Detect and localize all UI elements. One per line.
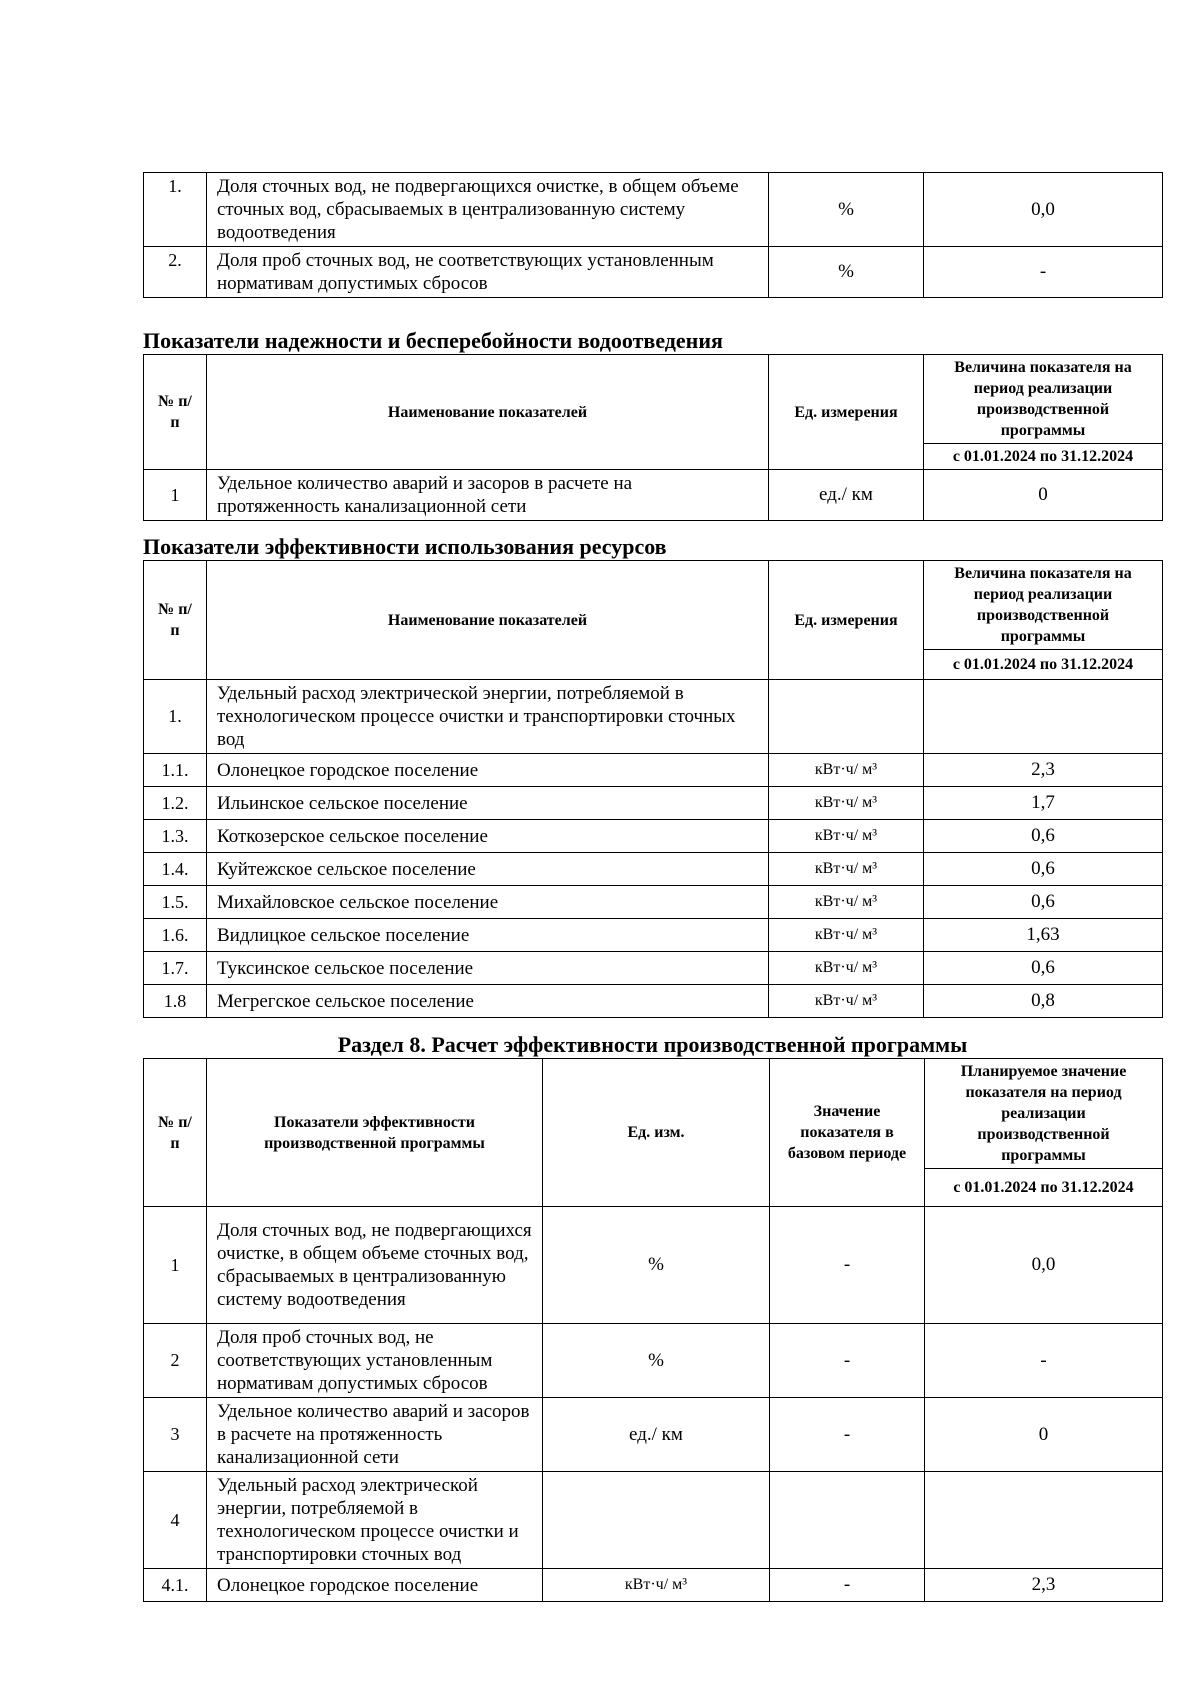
header-name: Наименование показателей (207, 355, 769, 470)
indicator-unit: кВт·ч/ м³ (769, 754, 924, 787)
indicator-value: 0 (925, 1398, 1163, 1472)
row-number: 1.5. (144, 886, 207, 919)
header-name: Наименование показателей (207, 561, 769, 680)
indicator-unit: % (769, 173, 924, 247)
row-number: 1. (144, 173, 207, 247)
table-row (144, 1398, 1163, 1472)
table-row (144, 886, 1163, 919)
indicator-unit: % (543, 1207, 770, 1324)
table-row (144, 1207, 1163, 1324)
indicator-name: Доля проб сточных вод, не соответствующих установленным нормативам допустимых сбросов (207, 247, 769, 298)
indicator-value: 0,0 (924, 173, 1163, 247)
indicator-name: Доля сточных вод, не подвергающихся очистке, в общем объеме сточных вод, сбрасываемых в централизованную систему водоотведения (207, 173, 769, 247)
table-row (144, 1569, 1163, 1602)
row-number: 1 (144, 470, 207, 521)
header-period: с 01.01.2024 по 31.12.2024 (924, 650, 1163, 680)
header-unit: Ед. изм. (543, 1059, 770, 1207)
indicator-value: - (925, 1324, 1163, 1398)
header-value: Величина показателя на период реализации производственной программы (924, 355, 1163, 444)
indicator-name: Удельный расход электрической энергии, потребляемой в технологическом процессе очистки и транспортировки сточных вод (207, 680, 769, 754)
row-number: 2. (144, 247, 207, 298)
indicator-unit: ед./ км (769, 470, 924, 521)
indicator-unit: % (769, 247, 924, 298)
indicator-value: 0,0 (925, 1207, 1163, 1324)
indicator-name: Удельное количество аварий и засоров в расчете на протяженность канализационной сети (207, 470, 769, 521)
indicator-unit: кВт·ч/ м³ (769, 886, 924, 919)
indicator-value: 0,8 (924, 985, 1163, 1018)
indicator-unit: кВт·ч/ м³ (769, 853, 924, 886)
indicator-base: - (770, 1207, 925, 1324)
indicator-value: 0 (924, 470, 1163, 521)
settlement-name: Олонецкое городское поселение (207, 754, 769, 787)
indicator-unit: % (543, 1324, 770, 1398)
indicator-value: 1,7 (924, 787, 1163, 820)
section-8-title: Раздел 8. Расчет эффективности производственной программы (337, 1032, 968, 1057)
table-row (144, 853, 1163, 886)
settlement-name: Мегрегское сельское поселение (207, 985, 769, 1018)
indicator-base (770, 1472, 925, 1569)
table-row (144, 952, 1163, 985)
header-unit: Ед. измерения (769, 355, 924, 470)
indicator-unit: кВт·ч/ м³ (769, 787, 924, 820)
settlement-name: Куйтежское сельское поселение (207, 853, 769, 886)
table-row (144, 1472, 1163, 1569)
table-row (144, 173, 1163, 247)
indicator-unit (543, 1472, 770, 1569)
table-row (144, 247, 1163, 298)
header-name: Показатели эффективности производственной программы (207, 1059, 543, 1207)
settlement-name: Туксинское сельское поселение (207, 952, 769, 985)
indicator-base: - (770, 1398, 925, 1472)
indicator-name: Удельный расход электрической энергии, потребляемой в технологическом процессе очистки и транспортировки сточных вод (207, 1472, 543, 1569)
row-number: 1.8 (144, 985, 207, 1018)
table-row (144, 754, 1163, 787)
group-row (144, 680, 1163, 754)
indicator-value: 2,3 (925, 1569, 1163, 1602)
row-number: 4.1. (144, 1569, 207, 1602)
row-number: 1. (144, 680, 207, 754)
row-number: 2 (144, 1324, 207, 1398)
indicator-name: Доля проб сточных вод, не соответствующих установленным нормативам допустимых сбросов (207, 1324, 543, 1398)
table-row (144, 787, 1163, 820)
header-value: Величина показателя на период реализации производственной программы (924, 561, 1163, 650)
indicator-value: 0,6 (924, 820, 1163, 853)
reliability-table (143, 354, 1163, 521)
row-number: 3 (144, 1398, 207, 1472)
indicator-name: Удельное количество аварий и засоров в расчете на протяженность канализационной сети (207, 1398, 543, 1472)
header-period: с 01.01.2024 по 31.12.2024 (924, 444, 1163, 470)
section-title-reliability: Показатели надежности и бесперебойности водоотведения (143, 328, 723, 353)
indicator-value: 2,3 (924, 754, 1163, 787)
indicator-unit: кВт·ч/ м³ (769, 985, 924, 1018)
indicator-name: Доля сточных вод, не подвергающихся очистке, в общем объеме сточных вод, сбрасываемых в централизованную систему водоотведения (207, 1207, 543, 1324)
row-number: 1.7. (144, 952, 207, 985)
settlement-name: Олонецкое городское поселение (207, 1569, 543, 1602)
document-page (143, 172, 1162, 1602)
indicator-unit: кВт·ч/ м³ (769, 919, 924, 952)
table-row (144, 985, 1163, 1018)
row-number: 1.4. (144, 853, 207, 886)
indicator-value (924, 680, 1163, 754)
indicator-value: 0,6 (924, 952, 1163, 985)
indicator-value: 0,6 (924, 853, 1163, 886)
indicator-unit (769, 680, 924, 754)
indicator-unit: кВт·ч/ м³ (769, 952, 924, 985)
indicator-unit: ед./ км (543, 1398, 770, 1472)
header-row (144, 355, 1163, 444)
header-period: с 01.01.2024 по 31.12.2024 (925, 1169, 1163, 1207)
header-num: № п/п (144, 1059, 207, 1207)
header-row (144, 1059, 1163, 1169)
indicator-value: - (924, 247, 1163, 298)
indicator-value (925, 1472, 1163, 1569)
indicator-unit: кВт·ч/ м³ (543, 1569, 770, 1602)
settlement-name: Ильинское сельское поселение (207, 787, 769, 820)
header-unit: Ед. измерения (769, 561, 924, 680)
row-number: 1 (144, 1207, 207, 1324)
quality-indicators-table (143, 172, 1163, 298)
indicator-base: - (770, 1569, 925, 1602)
table-row (144, 470, 1163, 521)
header-base: Значение показателя в базовом периоде (770, 1059, 925, 1207)
header-planned: Планируемое значение показателя на период реализации производственной программы (925, 1059, 1163, 1169)
row-number: 1.2. (144, 787, 207, 820)
table-row (144, 820, 1163, 853)
header-num: № п/п (144, 355, 207, 470)
settlement-name: Михайловское сельское поселение (207, 886, 769, 919)
header-num: № п/п (144, 561, 207, 680)
indicator-base: - (770, 1324, 925, 1398)
row-number: 1.1. (144, 754, 207, 787)
header-row (144, 561, 1163, 650)
resources-table (143, 560, 1163, 1018)
section-title-resources: Показатели эффективности использования ресурсов (143, 534, 667, 559)
table-row (144, 919, 1163, 952)
row-number: 4 (144, 1472, 207, 1569)
settlement-name: Коткозерское сельское поселение (207, 820, 769, 853)
indicator-value: 0,6 (924, 886, 1163, 919)
row-number: 1.6. (144, 919, 207, 952)
row-number: 1.3. (144, 820, 207, 853)
efficiency-table (143, 1058, 1163, 1602)
settlement-name: Видлицкое сельское поселение (207, 919, 769, 952)
table-row (144, 1324, 1163, 1398)
indicator-value: 1,63 (924, 919, 1163, 952)
indicator-unit: кВт·ч/ м³ (769, 820, 924, 853)
